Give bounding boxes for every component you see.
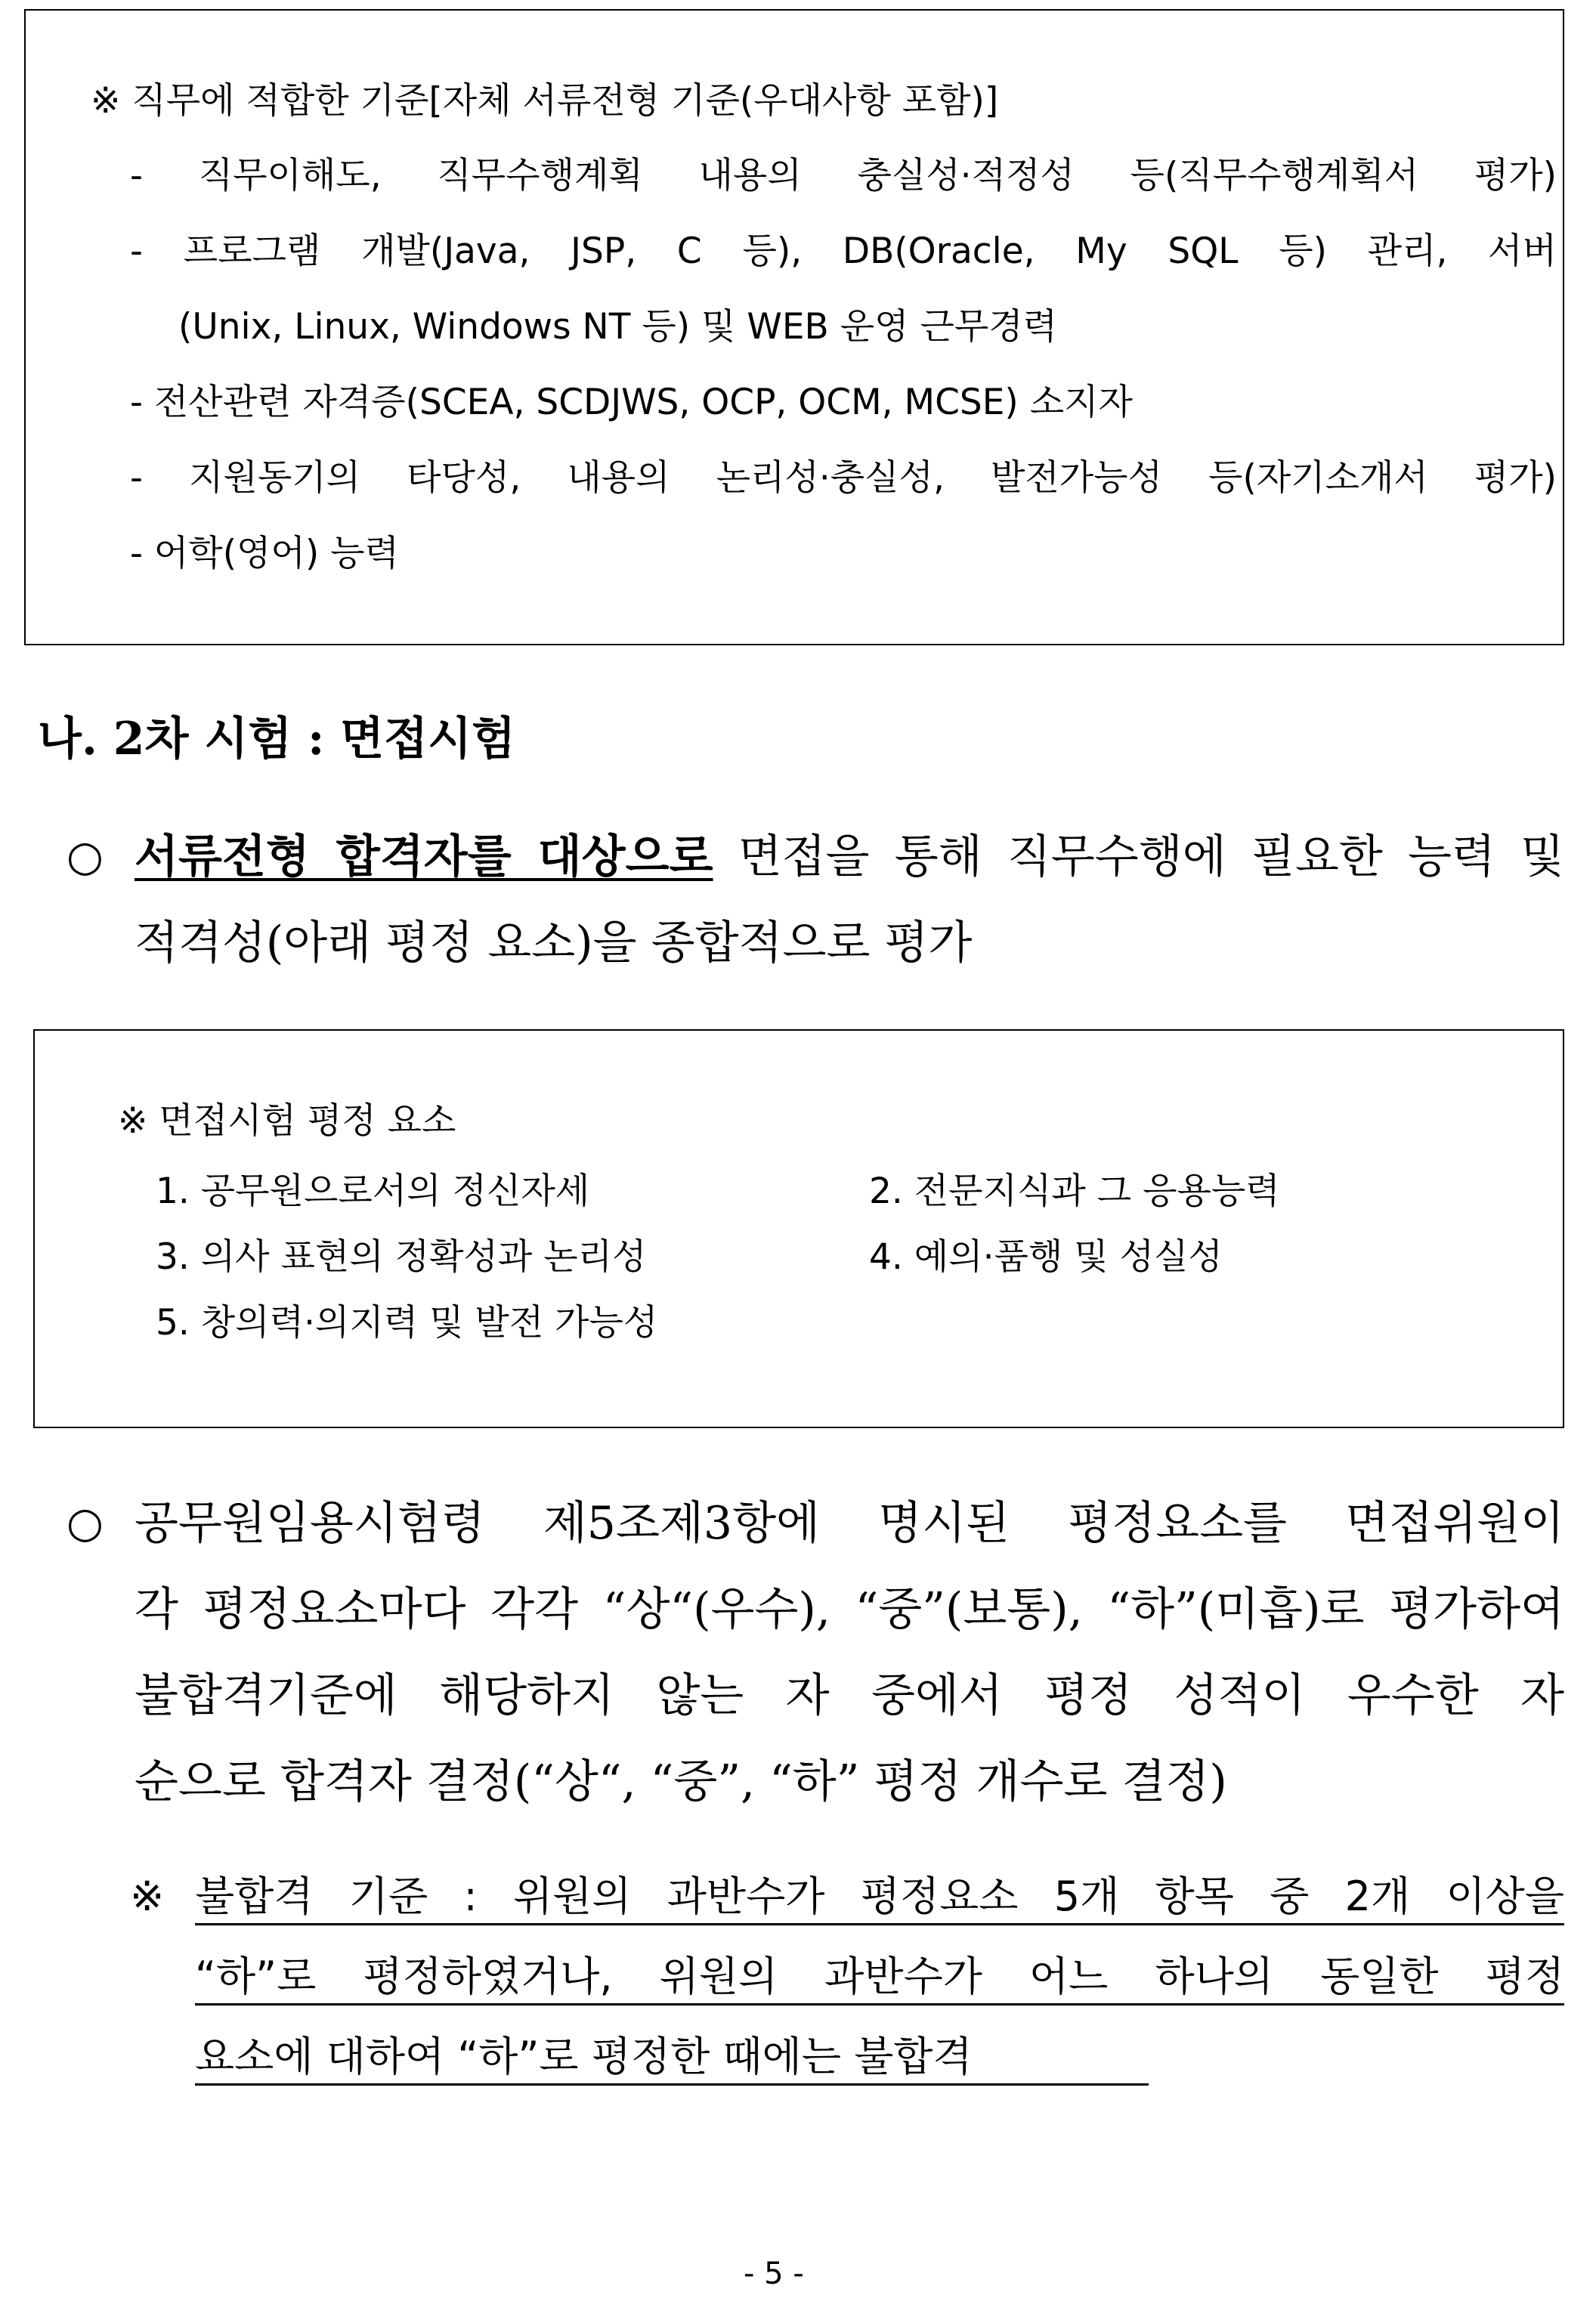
evaluation-factor: 5. 창의력·의지력 및 발전 가능성 xyxy=(156,1302,658,1344)
page-number: - 5 - xyxy=(744,2256,804,2291)
paragraph-text: 면접을 통해 직무수행에 필요한 능력 및 xyxy=(713,830,1564,883)
fail-criteria-line: “하”로 평정하였거나, 위원의 과반수가 어느 하나의 동일한 평정 xyxy=(195,1953,1564,2000)
underline xyxy=(195,1923,1564,1925)
emphasized-phrase: 서류전형 합격자를 대상으로 xyxy=(135,830,713,883)
selection-paragraph-line: 순으로 합격자 결정(“상“, “중”, “하” 평정 개수로 결정) xyxy=(135,1755,1227,1808)
criteria-item-continuation: (Unix, Linux, Windows NT 등) 및 WEB 운영 근무경력 xyxy=(178,306,1058,348)
paragraph-bullet: ○ xyxy=(66,832,104,881)
selection-paragraph-line: 공무원임용시험령 제5조제3항에 명시된 평정요소를 면접위원이 xyxy=(135,1497,1564,1550)
criteria-item: - 전산관련 자격증(SCEA, SCDJWS, OCP, OCM, MCSE) 소지자 xyxy=(130,382,1133,423)
criteria-item: - 프로그램 개발(Java, JSP, C 등), DB(Oracle, My SQL 등) 관리, 서버 xyxy=(130,230,1557,272)
criteria-item: - 직무이해도, 직무수행계획 내용의 충실성·적정성 등(직무수행계획서 평가) xyxy=(130,155,1557,196)
note-mark: ※ xyxy=(130,1873,165,1920)
interview-paragraph-line: 적격성(아래 평정 요소)을 종합적으로 평가 xyxy=(135,917,973,970)
criteria-item: - 어학(영어) 능력 xyxy=(130,533,399,574)
evaluation-factors-title: ※ 면접시험 평정 요소 xyxy=(118,1100,456,1142)
paragraph-bullet: ○ xyxy=(66,1498,104,1548)
interview-paragraph-line xyxy=(135,827,1564,887)
selection-paragraph-line: 불합격기준에 해당하지 않는 자 중에서 평정 성적이 우수한 자 xyxy=(135,1669,1564,1722)
evaluation-factor: 1. 공무원으로서의 정신자세 xyxy=(156,1171,590,1212)
criteria-title: ※ 직무에 적합한 기준[자체 서류전형 기준(우대사항 포함)] xyxy=(91,80,999,122)
selection-paragraph-line: 각 평정요소마다 각각 “상“(우수), “중”(보통), “하”(미흡)로 평가하여 xyxy=(135,1583,1564,1636)
evaluation-factor: 2. 전문지식과 그 응용능력 xyxy=(869,1171,1280,1212)
evaluation-factors-box xyxy=(33,1029,1564,1428)
fail-criteria-line: 불합격 기준 : 위원의 과반수가 평정요소 5개 항목 중 2개 이상을 xyxy=(195,1873,1564,1920)
evaluation-factor: 3. 의사 표현의 정확성과 논리성 xyxy=(156,1236,647,1278)
evaluation-factor: 4. 예의·품행 및 성실성 xyxy=(869,1236,1223,1278)
section-heading: 나. 2차 시험 : 면접시험 xyxy=(38,713,516,765)
underline xyxy=(195,2003,1564,2006)
fail-criteria-line: 요소에 대하여 “하”로 평정한 때에는 불합격 xyxy=(195,2033,973,2080)
underline xyxy=(195,2083,1149,2086)
criteria-item: - 지원동기의 타당성, 내용의 논리성·충실성, 발전가능성 등(자기소개서 평가) xyxy=(130,457,1557,499)
